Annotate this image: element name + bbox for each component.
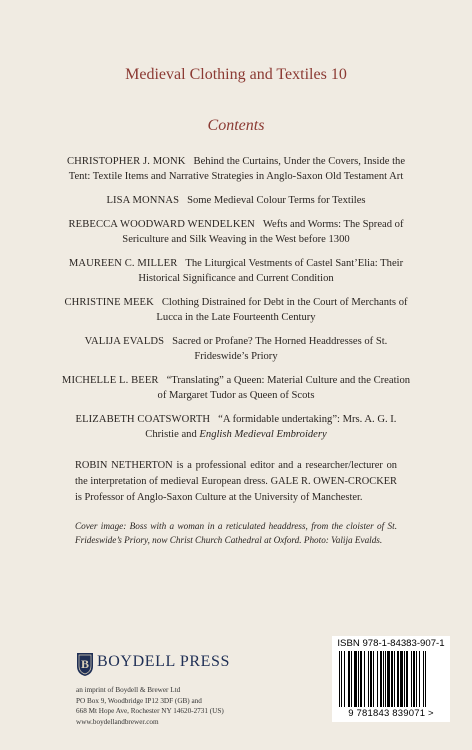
barcode-bar (404, 651, 405, 707)
toc-title: “A formidable undertaking”: Mrs. A. G. I. Christie and (145, 414, 397, 440)
barcode-bar (397, 651, 399, 707)
toc-entry (60, 193, 412, 208)
barcode-digits: 9 781843 839071 > (348, 708, 434, 719)
imprint-line: an imprint of Boydell & Brewer Ltd (76, 686, 181, 694)
toc-title: “Translating” a Queen: Material Culture and the Creation of Margaret Tudor as Queen of Scots (157, 375, 411, 401)
barcode-bar (344, 651, 345, 707)
toc-title: Clothing Distrained for Debt in the Court of Merchants of Lucca in the Late Fourteenth Century (156, 297, 408, 323)
cover-image-note: Cover image: Boss with a woman in a reticulated headdress, from the cloister of St. Frideswide’s Priory, now Christ Church Cathedral at Oxford. Photo: Valija Evalds. (75, 521, 397, 545)
barcode-bar (370, 651, 372, 707)
barcode-bar (341, 651, 342, 707)
toc-entry (60, 217, 412, 247)
barcode-bar (400, 651, 403, 707)
imprint-block (76, 685, 316, 727)
toc-entry (60, 256, 412, 286)
toc-author: LISA MONNAS (106, 195, 180, 206)
toc-title-italic: English Medieval Embroidery (199, 429, 327, 440)
barcode-bar (383, 651, 384, 707)
isbn-barcode (332, 636, 450, 722)
editor-bio: ROBIN NETHERTON is a professional editor and a researcher/lecturer on the interpretation of medieval European dress. GALE R. OWEN-CROCKER is Professor of Anglo-Saxon Culture at the University of Manchester. (75, 460, 397, 503)
barcode-bar (419, 651, 420, 707)
barcode-bar (394, 651, 395, 707)
barcode-bar (406, 651, 408, 707)
barcode-bar (380, 651, 382, 707)
toc-title: Wefts and Worms: The Spread of Sericulture and Silk Weaving in the West before 1300 (122, 219, 404, 245)
toc-entry (60, 373, 412, 403)
toc-title: Sacred or Profane? The Horned Headdresses of St. Frideswide’s Priory (172, 336, 388, 362)
toc-entry (60, 412, 412, 442)
series-title: Medieval Clothing and Textiles 10 (125, 66, 347, 83)
toc-title: Some Medieval Colour Terms for Textiles (187, 195, 366, 206)
barcode-bar (411, 651, 412, 707)
toc-title: The Liturgical Vestments of Castel Sant’Elia: Their Historical Significance and Current Condition (138, 258, 404, 284)
barcode-bar (387, 651, 390, 707)
toc-author: CHRISTINE MEEK (64, 297, 154, 308)
imprint-line: www.boydellandbrewer.com (76, 717, 159, 726)
barcode-bars (339, 651, 443, 707)
barcode-bar (368, 651, 369, 707)
isbn-label: ISBN 978-1-84383-907-1 (337, 638, 445, 649)
toc-entry (60, 154, 412, 184)
toc-title: Behind the Curtains, Under the Covers, Inside the Tent: Textile Items and Narrative Strategies in Anglo-Saxon Old Testament Art (68, 156, 406, 182)
barcode-bar (385, 651, 386, 707)
toc-entry (60, 295, 412, 325)
publisher-name: BOYDELL PRESS (97, 653, 231, 670)
barcode-bar (351, 651, 352, 707)
barcode-bar (391, 651, 393, 707)
svg-text:B: B (80, 657, 90, 671)
imprint-line: 668 Mt Hope Ave, Rochester NY 14620-2731 (US) (76, 707, 224, 715)
boydell-logo-icon (76, 651, 94, 677)
barcode-bar (348, 651, 350, 707)
toc-author: REBECCA WOODWARD WENDELKEN (68, 219, 255, 230)
barcode-bar (358, 651, 359, 707)
barcode-bar (416, 651, 417, 707)
barcode-bar (423, 651, 424, 707)
barcode-bar (413, 651, 415, 707)
barcode-bar (373, 651, 374, 707)
barcode-bar (377, 651, 378, 707)
barcode-bar (360, 651, 362, 707)
contents-heading: Contents (207, 117, 265, 134)
barcode-bar (364, 651, 365, 707)
table-of-contents (60, 154, 412, 451)
imprint-line: PO Box 9, Woodbridge IP12 3DF (GB) and (76, 696, 202, 705)
toc-author: VALIJA EVALDS (84, 336, 165, 347)
toc-author: MICHELLE L. BEER (61, 375, 159, 386)
toc-entry (60, 334, 412, 364)
toc-author: CHRISTOPHER J. MONK (66, 156, 186, 167)
toc-author: ELIZABETH COATSWORTH (75, 414, 211, 425)
barcode-bar (354, 651, 357, 707)
toc-author: MAUREEN C. MILLER (68, 258, 178, 269)
barcode-bar (339, 651, 340, 707)
barcode-bar (425, 651, 426, 707)
